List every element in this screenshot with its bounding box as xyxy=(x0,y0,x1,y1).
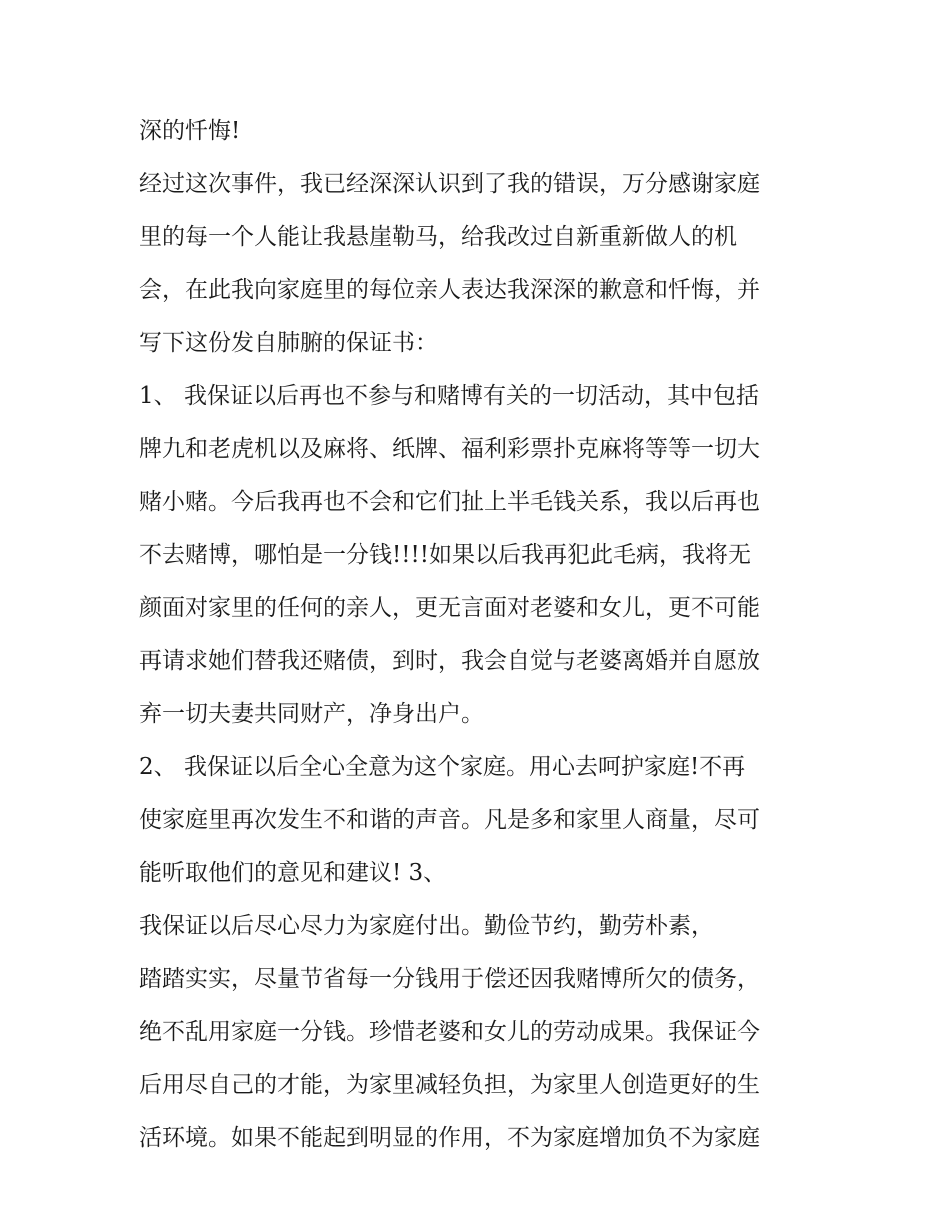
text-line: 1、 我保证以后再也不参与和赌博有关的一切活动，其中包括 xyxy=(139,383,759,409)
text-line: 踏踏实实，尽量节省每一分钱用于偿还因我赌博所欠的债务， xyxy=(139,966,760,992)
text-line: 弃一切夫妻共同财产，净身出户。 xyxy=(139,701,484,727)
text-line: 里的每一个人能让我悬崖勒马，给我改过自新重新做人的机 xyxy=(139,224,737,250)
document-body xyxy=(139,108,829,1168)
text-line: 牌九和老虎机以及麻将、纸牌、福利彩票扑克麻将等等一切大 xyxy=(139,436,760,462)
text-line: 活环境。如果不能起到明显的作用，不为家庭增加负不为家庭 xyxy=(139,1125,760,1151)
text-line: 绝不乱用家庭一分钱。珍惜老婆和女儿的劳动成果。我保证今 xyxy=(139,1019,760,1045)
text-line: 会，在此我向家庭里的每位亲人表达我深深的歉意和忏悔，并 xyxy=(139,277,760,303)
text-line: 颜面对家里的任何的亲人，更无言面对老婆和女儿，更不可能 xyxy=(139,595,760,621)
text-line: 深的忏悔! xyxy=(139,118,241,144)
text-line: 再请求她们替我还赌债，到时，我会自觉与老婆离婚并自愿放 xyxy=(139,648,760,674)
text-line: 后用尽自己的才能，为家里减轻负担，为家里人创造更好的生 xyxy=(139,1072,760,1098)
text-line: 使家庭里再次发生不和谐的声音。凡是多和家里人商量，尽可 xyxy=(139,807,760,833)
text-line: 写下这份发自肺腑的保证书： xyxy=(139,330,438,356)
text-line: 2、 我保证以后全心全意为这个家庭。用心去呵护家庭!不再 xyxy=(139,754,746,780)
text-line: 不去赌博，哪怕是一分钱!!!!如果以后我再犯此毛病，我将无 xyxy=(139,542,751,568)
text-line: 能听取他们的意见和建议! 3、 xyxy=(139,860,447,886)
text-line: 我保证以后尽心尽力为家庭付出。勤俭节约，勤劳朴素， xyxy=(139,913,714,939)
text-line: 赌小赌。今后我再也不会和它们扯上半毛钱关系，我以后再也 xyxy=(139,489,760,515)
text-line: 经过这次事件，我已经深深认识到了我的错误，万分感谢家庭 xyxy=(139,171,760,197)
